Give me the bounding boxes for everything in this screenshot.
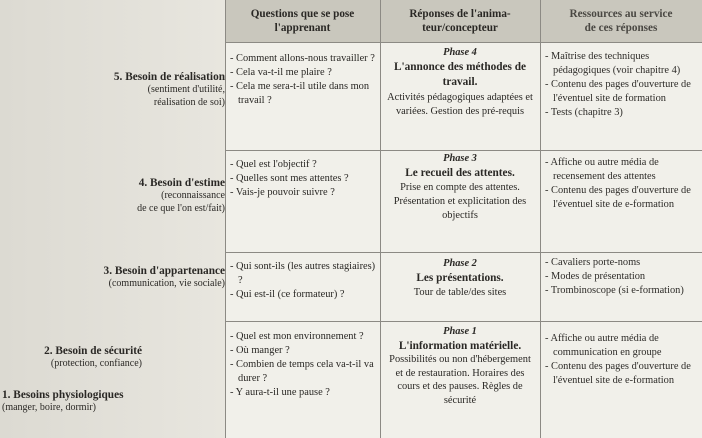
answer-cell [386, 325, 534, 407]
phase-title: L'information matérielle. [398, 339, 522, 352]
resource-item: - Contenu des pages d'ouverture de l'éventuel site de formation [545, 79, 691, 105]
need-title: 1. Besoins physiologiques [2, 389, 124, 401]
answer-cell [386, 46, 534, 119]
resource-item: - Tests (chapitre 3) [545, 107, 623, 119]
question-item: - Quel est l'objectif ? [230, 159, 317, 170]
resources-cell [545, 332, 697, 388]
need-5 [0, 70, 225, 109]
resources-cell [545, 50, 697, 120]
need-subtitle: de ce que l'on est/fait) [137, 202, 225, 214]
phase-text: Activités pédagogiques adaptées et variées. Gestion des pré-requis [387, 91, 533, 117]
resource-item: - Maîtrise des techniques pédagogiques (voir chapitre 4) [545, 51, 681, 77]
need-1 [2, 388, 162, 415]
question-item: - Combien de temps cela va-t-il va durer ? [230, 359, 374, 385]
grid-line [540, 0, 541, 438]
phase-text: Tour de table/des sites [413, 287, 507, 299]
need-title: 4. Besoin d'estime [138, 177, 225, 189]
question-item: - Comment allons-nous travailler ? [230, 53, 375, 64]
phase-text: Possibilités ou non d'hébergement et de restauration. Horaires des cours et des pauses. Règles de sécurité [389, 354, 531, 406]
need-2 [0, 344, 142, 371]
question-item: - Vais-je pouvoir suivre ? [230, 187, 335, 199]
need-subtitle: (reconnaissance [161, 190, 225, 202]
grid-line [225, 0, 226, 438]
phase-text: Prise en compte des attentes. Présentation et explicitation des objectifs [393, 182, 527, 222]
phase-title: L'annonce des méthodes de travail. [393, 61, 527, 89]
resource-item: - Trombinoscope (si e-formation) [545, 285, 684, 297]
grid-line [225, 150, 702, 151]
resource-item: - Contenu des pages d'ouverture de l'éventuel site de e-formation [545, 361, 691, 387]
question-item: - Y aura-t-il une pause ? [230, 387, 330, 399]
need-title: 3. Besoin d'appartenance [103, 265, 225, 277]
question-item: - Cela va-t-il me plaire ? [230, 67, 332, 79]
phase-label: Phase 4 [443, 47, 477, 58]
resource-item: - Affiche ou autre média de communication en groupe [545, 333, 662, 359]
phase-label: Phase 1 [443, 326, 477, 337]
answer-cell [386, 152, 534, 223]
question-item: - Quelles sont mes attentes ? [230, 173, 349, 185]
grid-line [225, 252, 702, 253]
header-answers-line2: teur/concepteur [422, 22, 498, 34]
need-subtitle: (communication, vie sociale) [108, 278, 225, 290]
resource-item: - Affiche ou autre média de recensement des attentes [545, 157, 659, 183]
phase-label: Phase 2 [443, 258, 477, 269]
grid-line [225, 42, 702, 43]
questions-cell [230, 260, 376, 302]
header-questions [225, 0, 380, 42]
answer-cell [386, 257, 534, 300]
grid-line [225, 321, 702, 322]
need-subtitle: réalisation de soi) [153, 96, 225, 108]
need-3 [0, 264, 225, 291]
question-item: - Où manger ? [230, 345, 290, 357]
need-title: 2. Besoin de sécurité [44, 345, 142, 357]
question-item: - Quel est mon environnement ? [230, 331, 364, 342]
grid-line [380, 0, 381, 438]
phase-title: Le recueil des attentes. [405, 167, 515, 180]
question-item: - Qui est-il (ce formateur) ? [230, 289, 345, 301]
header-questions-line1: Questions que se pose [250, 8, 355, 20]
resources-cell [545, 256, 697, 298]
need-subtitle: (manger, boire, dormir) [2, 402, 97, 414]
phase-label: Phase 3 [443, 153, 477, 164]
need-subtitle: (protection, confiance) [50, 358, 142, 370]
header-answers [380, 0, 540, 42]
need-subtitle: (sentiment d'utilité, [147, 84, 225, 96]
resource-item: - Contenu des pages d'ouverture de l'éventuel site de e-formation [545, 185, 691, 211]
header-questions-line2: l'apprenant [274, 22, 331, 34]
questions-cell [230, 330, 376, 400]
resource-item: - Modes de présentation [545, 271, 646, 283]
question-item: - Cela me sera-t-il utile dans mon travail ? [230, 81, 370, 107]
header-resources-line2: de ces réponses [584, 22, 658, 34]
questions-cell [230, 52, 376, 108]
need-title: 5. Besoin de réalisation [113, 71, 225, 83]
header-resources-line1: Ressources au service [569, 8, 673, 20]
need-4 [0, 176, 225, 215]
resource-item: - Cavaliers porte-noms [545, 257, 641, 268]
question-item: - Qui sont-ils (les autres stagiaires) ? [230, 261, 376, 287]
header-resources [540, 0, 702, 42]
phase-title: Les présentations. [416, 272, 504, 285]
header-answers-line1: Réponses de l'anima- [409, 8, 511, 20]
resources-cell [545, 156, 697, 212]
questions-cell [230, 158, 376, 200]
